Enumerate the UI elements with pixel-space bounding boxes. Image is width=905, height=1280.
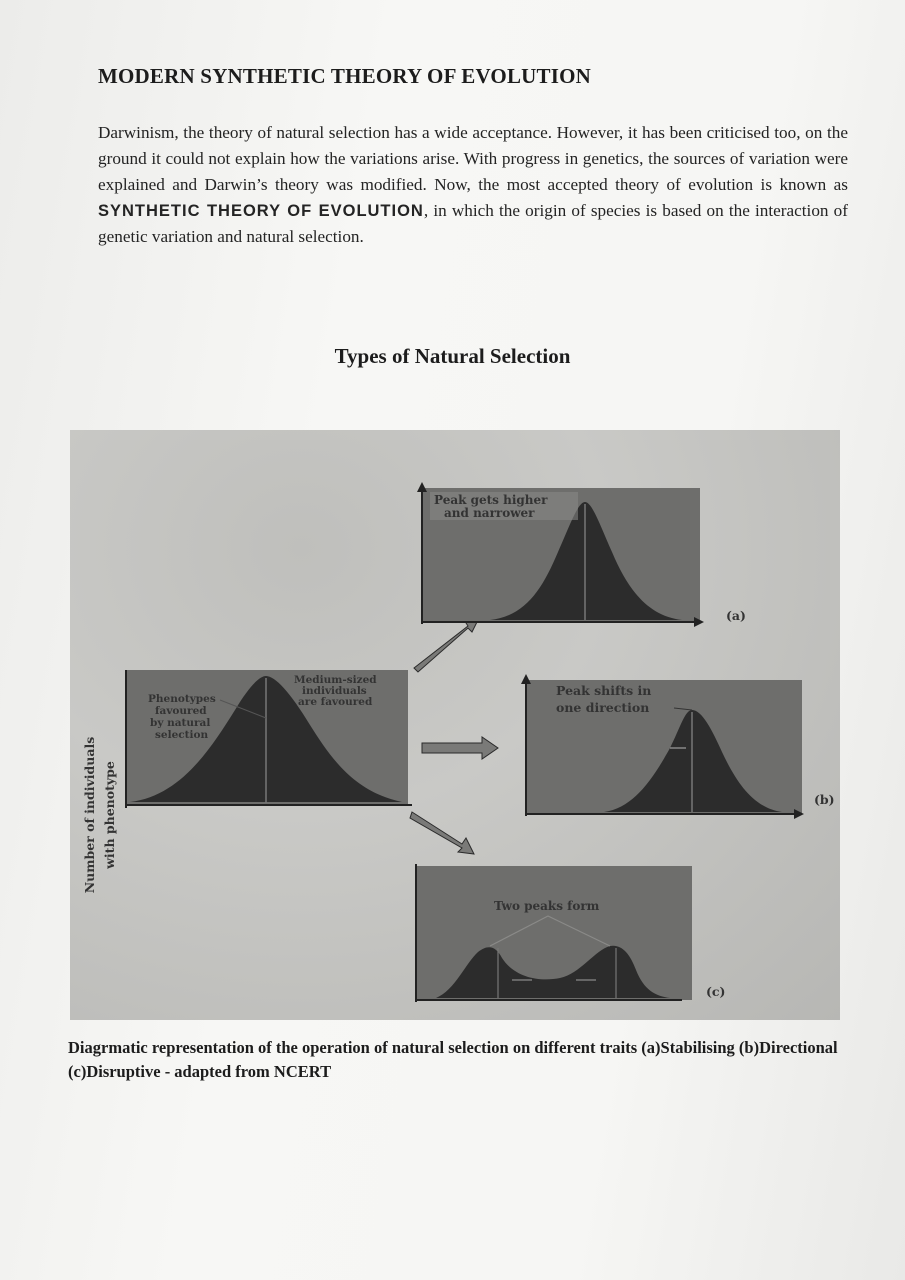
- section-title: Types of Natural Selection: [334, 344, 571, 368]
- panel-c-annotation: Two peaks form: [494, 899, 600, 913]
- arrow-right: [422, 737, 498, 759]
- panel-a-tag: (a): [726, 608, 746, 623]
- panel-b-directional: [521, 674, 835, 819]
- natural-selection-figure: [70, 430, 840, 1020]
- figure-svg: [70, 430, 840, 1020]
- y-axis-label-line2: with phenotype: [102, 761, 117, 869]
- panel-b-tag: (b): [814, 792, 835, 807]
- phenotypes-label-2: favoured: [155, 705, 207, 717]
- arrow-down-right: [410, 812, 474, 854]
- left-panel: [126, 670, 412, 808]
- page-heading: MODERN SYNTHETIC THEORY OF EVOLUTION: [98, 64, 591, 88]
- panel-c-tag: (c): [706, 984, 726, 999]
- y-axis-label-line1: Number of individuals: [82, 736, 97, 894]
- panel-b-annotation-2: one direction: [556, 700, 650, 715]
- panel-a-annotation-1: Peak gets higher: [434, 493, 548, 507]
- medium-label-1: Medium-sized: [294, 674, 377, 686]
- medium-label-2: individuals: [302, 685, 367, 697]
- panel-a-stabilising: [417, 482, 746, 627]
- paragraph-bold-term: SYNTHETIC THEORY OF EVOLUTION: [98, 202, 424, 220]
- figure-caption: Diagrmatic representation of the operation of natural selection on different traits (a)Stabilising (b)Directional (c)Disruptive - adapted from NCERT: [68, 1038, 838, 1081]
- panel-b-y-arrowhead: [521, 674, 531, 684]
- medium-label-3: are favoured: [298, 696, 373, 708]
- phenotypes-label-4: selection: [155, 729, 209, 741]
- paragraph-text-start: Darwinism, the theory of natural selection has a wide acceptance. However, it has been criticised too, on the ground it could not explain how the variations arise. With progress in genetics, the sources of variation were explained and Darwin’s theory was modified. Now, the most accepted theory of evolution is known as: [98, 123, 848, 194]
- panel-c-disruptive: [416, 864, 725, 1002]
- intro-paragraph: [98, 120, 848, 250]
- paragraph-text-end: , in which the origin of species is based on the interaction of genetic variation and natural selection.: [98, 201, 848, 246]
- phenotypes-label-1: Phenotypes: [148, 693, 216, 705]
- phenotypes-label-3: by natural: [150, 717, 211, 729]
- arrow-up-right: [414, 616, 480, 672]
- panel-a-y-arrowhead: [417, 482, 427, 492]
- panel-b-annotation-1: Peak shifts in: [556, 683, 652, 698]
- panel-a-annotation-2: and narrower: [444, 506, 535, 520]
- selection-arrows: [410, 616, 498, 854]
